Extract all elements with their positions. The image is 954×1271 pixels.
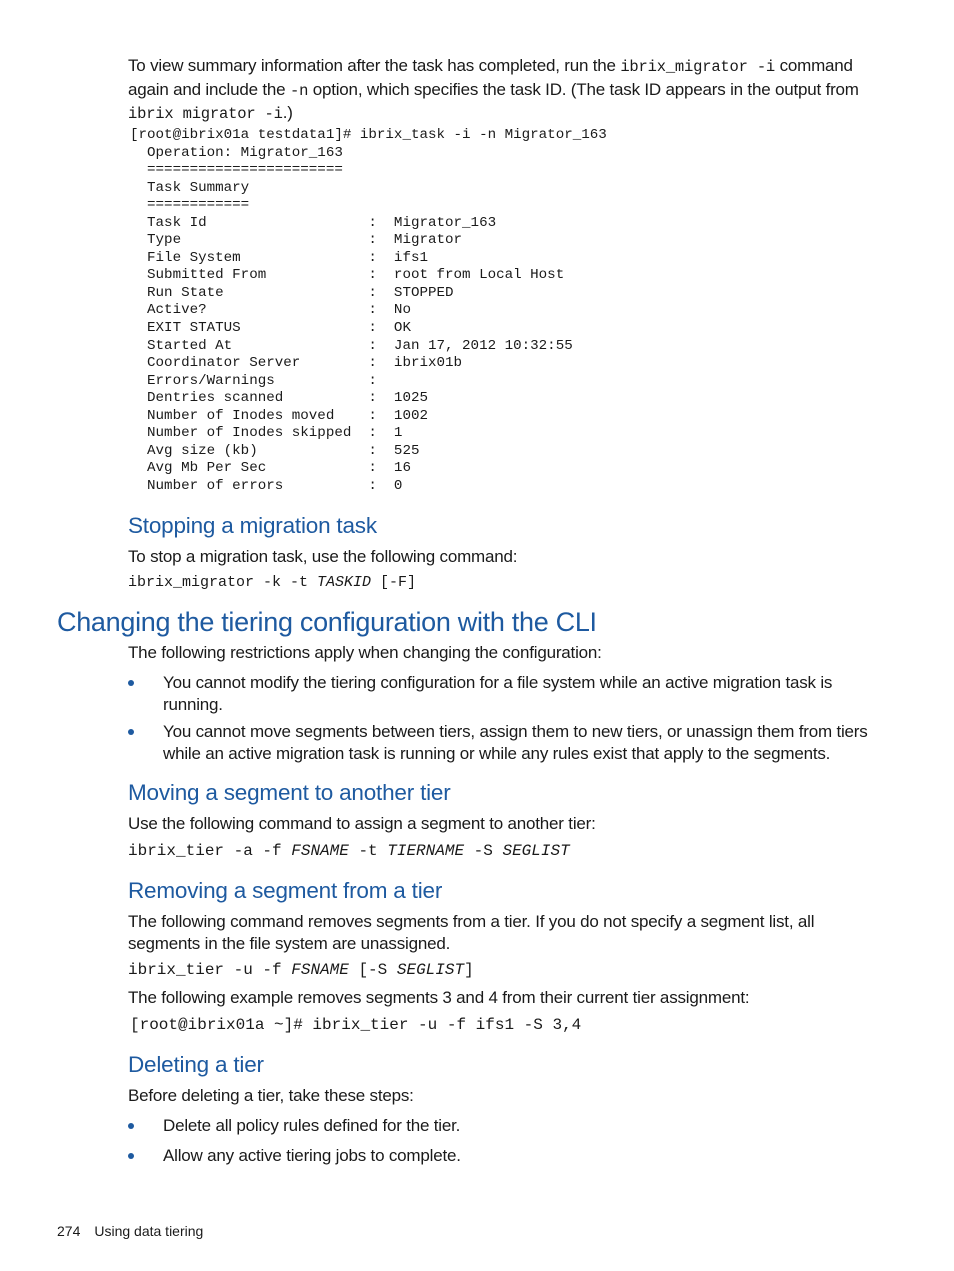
deleting-heading: Deleting a tier xyxy=(128,1052,264,1077)
removing-command-part: [-S xyxy=(348,961,397,979)
stopping-heading: Stopping a migration task xyxy=(128,513,377,538)
stopping-text: To stop a migration task, use the following command: xyxy=(128,547,518,566)
deleting-bullet-text-2: Allow any active tiering jobs to complete. xyxy=(163,1146,461,1165)
bullet-icon xyxy=(128,729,134,735)
intro-code-1: ibrix_migrator -i xyxy=(620,58,776,76)
changing-bullet-1 xyxy=(128,672,868,716)
removing-heading: Removing a segment from a tier xyxy=(128,878,443,903)
stopping-command-part: ibrix_migrator -k -t xyxy=(128,574,318,591)
changing-bullet-2 xyxy=(128,721,868,765)
intro-code-3: ibrix migrator -i xyxy=(128,105,283,123)
intro-text-1: To view summary information after the task has completed, run the xyxy=(128,56,621,75)
removing-example-text: The following example removes segments 3 and 4 from their current tier assignment: xyxy=(128,988,750,1007)
deleting-bullet-2 xyxy=(128,1145,868,1167)
changing-bullet-text-2: You cannot move segments between tiers, assign them to new tiers, or unassign them from tiers while an active migration task is running or while any rules exist that apply to the segments. xyxy=(163,722,868,763)
moving-command-part: -t xyxy=(348,842,388,860)
moving-command-part: ibrix_tier -a -f xyxy=(128,842,292,860)
removing-command-part: ibrix_tier -u -f xyxy=(128,961,292,979)
deleting-text: Before deleting a tier, take these steps: xyxy=(128,1086,414,1105)
deleting-bullet-1 xyxy=(128,1115,868,1137)
bullet-icon xyxy=(128,680,134,686)
moving-command-tiername: TIERNAME xyxy=(387,842,465,860)
changing-heading: Changing the tiering configuration with the CLI xyxy=(57,607,597,637)
footer-section-title: Using data tiering xyxy=(94,1223,204,1239)
page-footer xyxy=(57,1222,203,1240)
changing-text: The following restrictions apply when changing the configuration: xyxy=(128,643,602,662)
removing-example-command: [root@ibrix01a ~]# ibrix_tier -u -f ifs1 -S 3,4 xyxy=(130,1016,582,1034)
moving-heading: Moving a segment to another tier xyxy=(128,780,451,805)
task-output-code-block: [root@ibrix01a testdata1]# ibrix_task -i -n Migrator_163 Operation: Migrator_163 ======================= Task Summary ============ Task Id : Migrator_163 Type : Migrator File System : ifs1 Submitted From : root from Local Host Run State : STOPPED Active? : No EXIT STATUS : OK Started At : Jan 17, 2012 10:32:55 Coordinator Server : ibrix01b Errors/Warnings : Dentries scanned : 1025 Number of Inodes moved : 1002 Number of Inodes skipped : 1 Avg size (kb) : 525 Avg Mb Per Sec : 16 Number of errors : 0 xyxy=(130,127,607,494)
moving-text: Use the following command to assign a segment to another tier: xyxy=(128,814,596,833)
intro-text-3: option, which specifies the task ID. (The task ID appears in the output from xyxy=(308,79,859,99)
intro-text-4: .) xyxy=(282,103,293,122)
removing-text: The following command removes segments from a tier. If you do not specify a segment list, all segments in the file system are unassigned. xyxy=(128,912,815,953)
removing-command xyxy=(128,961,474,979)
removing-command-part: ] xyxy=(464,961,474,979)
stopping-command-part: [-F] xyxy=(371,574,417,591)
bullet-icon xyxy=(128,1153,134,1159)
intro-text-2: command again and include the xyxy=(128,56,853,99)
moving-command-part: -S xyxy=(464,842,503,860)
intro-code-2: -n xyxy=(289,81,309,100)
intro-paragraph xyxy=(128,55,873,126)
changing-bullet-text-1: You cannot modify the tiering configuration for a file system while an active migration task is running. xyxy=(163,673,833,714)
moving-command xyxy=(128,842,570,860)
page-number: 274 xyxy=(57,1223,81,1239)
removing-command-seglist: SEGLIST xyxy=(396,961,465,979)
moving-command-seglist: SEGLIST xyxy=(502,842,570,860)
stopping-command xyxy=(128,574,416,592)
moving-command-fsname: FSNAME xyxy=(291,842,349,860)
deleting-bullet-text-1: Delete all policy rules defined for the tier. xyxy=(163,1116,461,1135)
stopping-command-taskid: TASKID xyxy=(317,574,372,591)
removing-command-fsname: FSNAME xyxy=(291,961,349,979)
bullet-icon xyxy=(128,1123,134,1129)
